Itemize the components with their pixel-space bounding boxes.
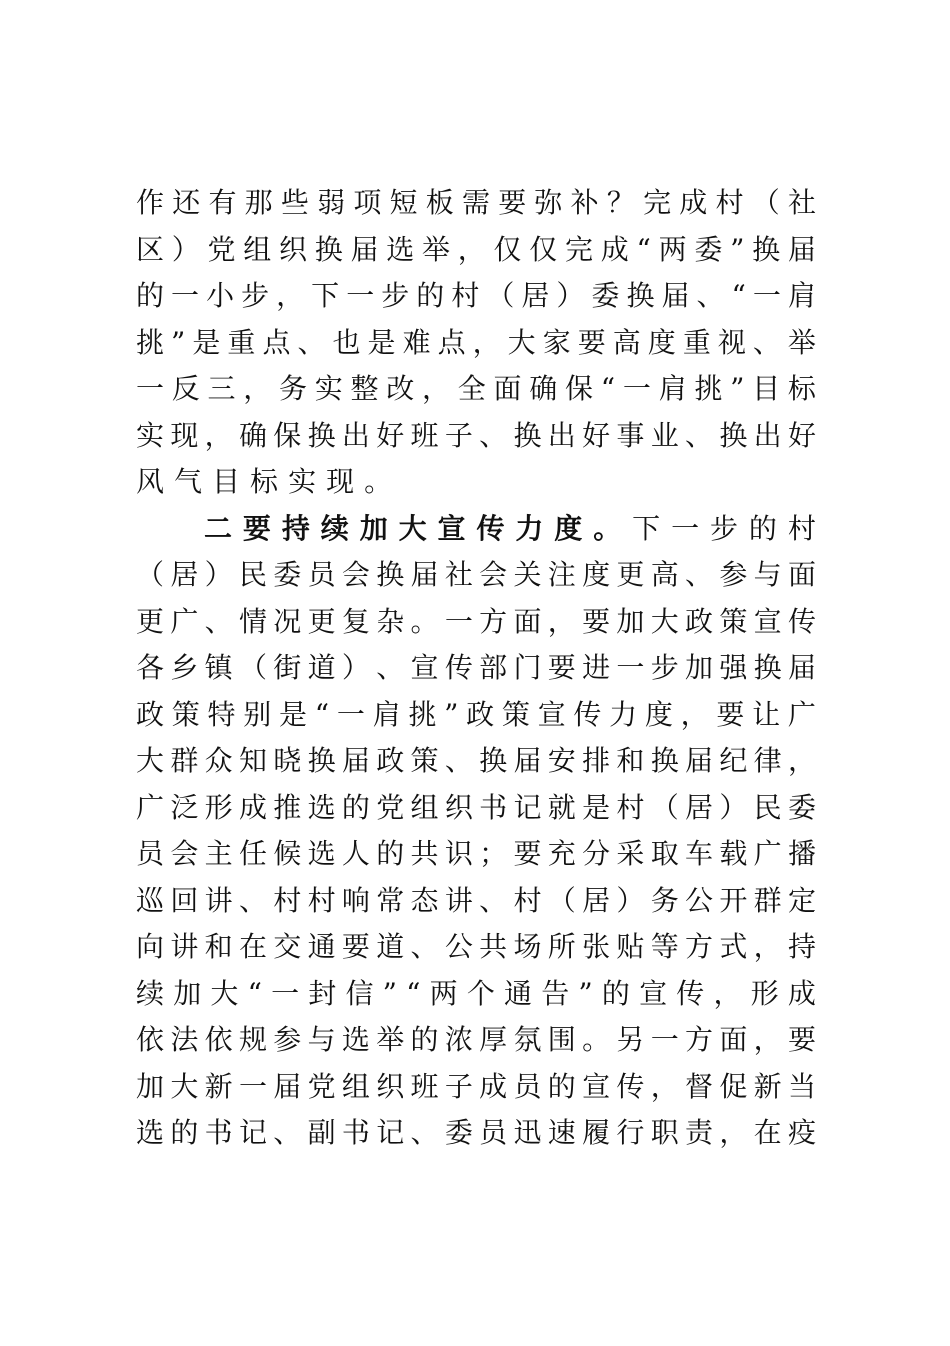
text-line: 一 反 三 ， 务 实 整 改 ， 全 面 确 保 “ 一 肩 挑 ” 目 标	[136, 372, 816, 405]
text-line: 大 群 众 知 晓 换 届 政 策 、 换 届 安 排 和 换 届 纪 律 ，	[136, 744, 816, 777]
text-line: 依 法 依 规 参 与 选 举 的 浓 厚 氛 围 。 另 一 方 面 ， 要	[136, 1023, 816, 1056]
text-line: 区 ） 党 组 织 换 届 选 举 ， 仅 仅 完 成 “ 两 委 ” 换 届	[136, 232, 816, 266]
text-line: 更 广 、 情 况 更 复 杂 。 一 方 面 ， 要 加 大 政 策 宣 传	[136, 604, 816, 638]
text-line: 挑 ” 是 重 点 、 也 是 难 点 ， 大 家 要 高 度 重 视 、 举	[136, 325, 816, 359]
text-line: 向 讲 和 在 交 通 要 道 、 公 共 场 所 张 贴 等 方 式 ， 持	[136, 930, 816, 963]
text-line: 政 策 特 别 是 “ 一 肩 挑 ” 政 策 宣 传 力 度 ， 要 让 广	[136, 697, 816, 731]
text-line: 风 气 目 标 实 现 。	[136, 465, 393, 498]
text-line: 实 现 ， 确 保 换 出 好 班 子 、 换 出 好 事 业 、 换 出 好	[136, 418, 816, 452]
text-line: 的 一 小 步 ， 下 一 步 的 村 （ 居 ） 委 换 届 、 “ 一 肩	[136, 279, 816, 312]
paragraph-heading-line: 二 要 持 续 加 大 宣 传 力 度 。 下 一 步 的 村	[204, 511, 816, 545]
text-line: 各 乡 镇 （ 街 道 ） 、 宣 传 部 门 要 进 一 步 加 强 换 届	[136, 651, 816, 684]
text-line: 加 大 新 一 届 党 组 织 班 子 成 员 的 宣 传 ， 督 促 新 当	[136, 1069, 816, 1103]
text-line: 续 加 大 “ 一 封 信 ” “ 两 个 通 告 ” 的 宣 传 ， 形 成	[136, 976, 816, 1010]
text-line: 巡 回 讲 、 村 村 响 常 态 讲 、 村 （ 居 ） 务 公 开 群 定	[136, 883, 816, 917]
text-line: 广 泛 形 成 推 选 的 党 组 织 书 记 就 是 村 （ 居 ） 民 委	[136, 790, 816, 824]
body-text	[136, 180, 816, 1157]
text-line: （ 居 ） 民 委 员 会 换 届 社 会 关 注 度 更 高 、 参 与 面	[136, 558, 816, 591]
text-line: 作 还 有 那 些 弱 项 短 板 需 要 弥 补 ？ 完 成 村 （ 社	[136, 186, 816, 219]
text-line: 选 的 书 记 、 副 书 记 、 委 员 迅 速 履 行 职 责 ， 在 疫	[136, 1116, 816, 1149]
text-line: 员 会 主 任 候 选 人 的 共 识 ； 要 充 分 采 取 车 载 广 播	[136, 837, 816, 870]
